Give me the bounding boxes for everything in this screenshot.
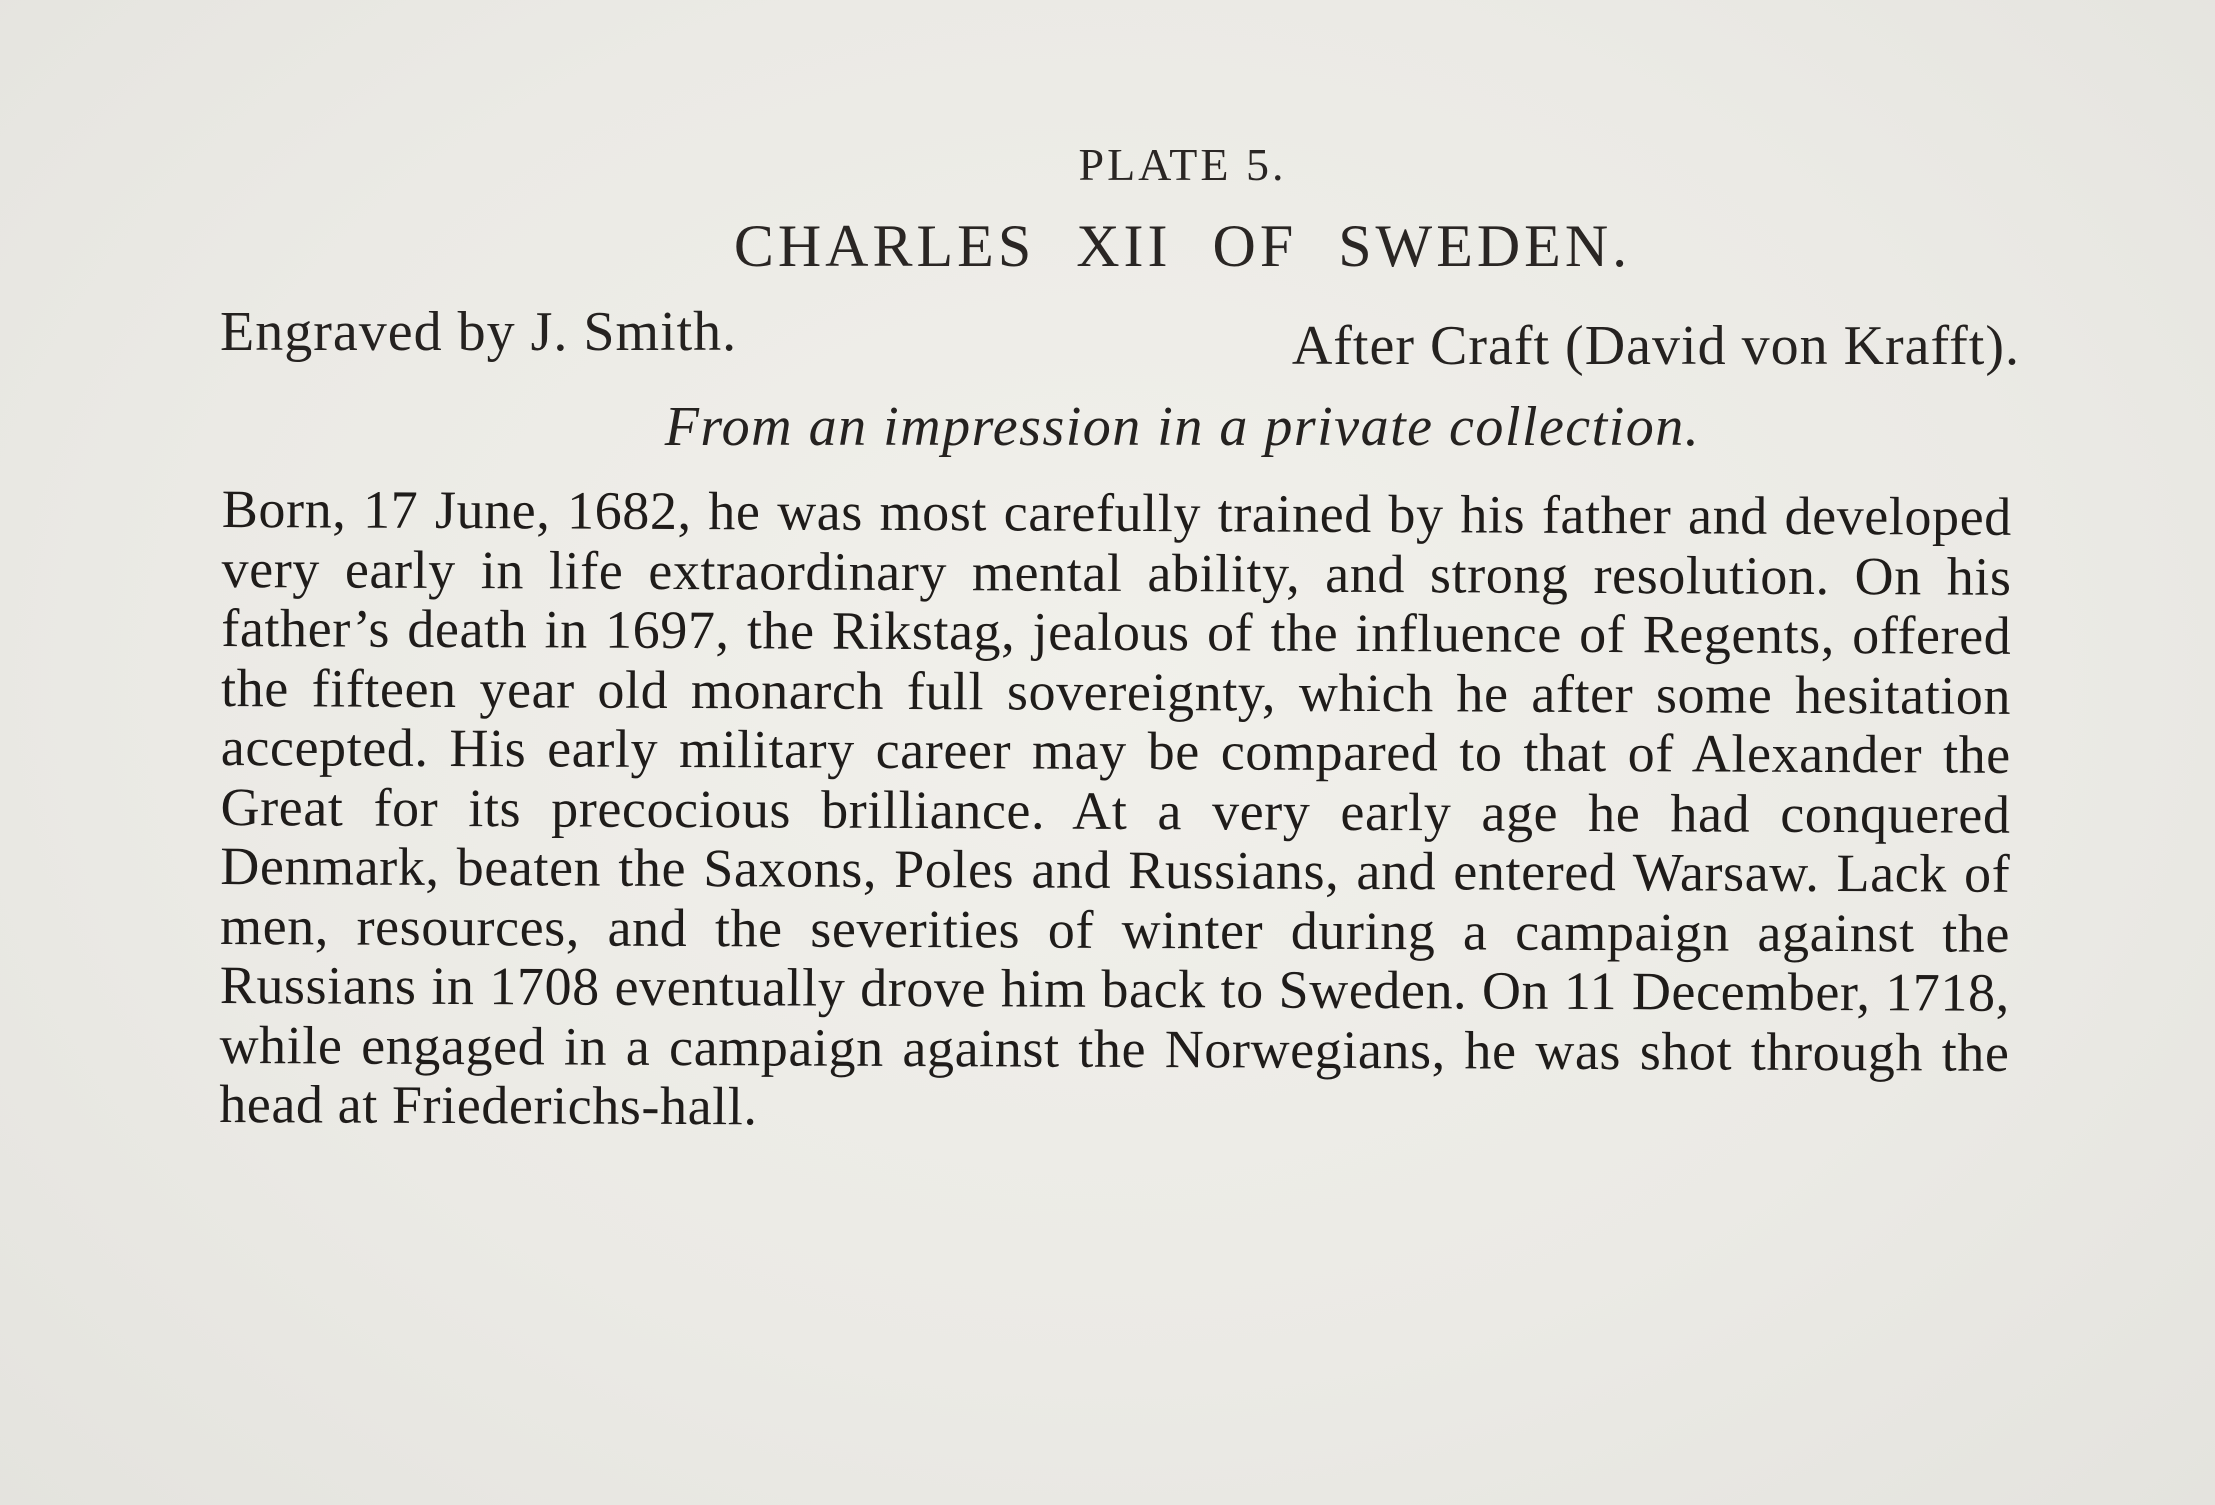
artist-credit: After Craft (David von Krafft). xyxy=(1291,315,2020,377)
plate-title: CHARLES XII OF SWEDEN. xyxy=(733,213,1632,279)
engraver-credit: Engraved by J. Smith. xyxy=(220,301,738,363)
biography-paragraph: Born, 17 June, 1682, he was most carefully trained by his father and developed very early in life extraordinary mental ability, and strong resolution. On his father’s death in 1697, the Rikstag, jealous of the influence of Regents, offered the fifteen year old monarch full sovereignty, which he after some hesitation accepted. His early military career may be compared to that of Alexander the Great for its precocious brilliance. At a very early age he had conquered Denmark, beaten the Saxons, Poles and Russians, and entered Warsaw. Lack of men, resources, and the severities of winter during a campaign against the Russians in 1708 eventually drove him back to Sweden. On 11 December, 1718, while engaged in a campaign against the Norwegians, he was shot through the head at Friederichs-hall. xyxy=(219,479,2012,1137)
source-note: From an impression in a private collection. xyxy=(664,396,1701,458)
plate-label: PLATE 5. xyxy=(1078,139,1287,190)
credits-line xyxy=(220,300,2020,380)
